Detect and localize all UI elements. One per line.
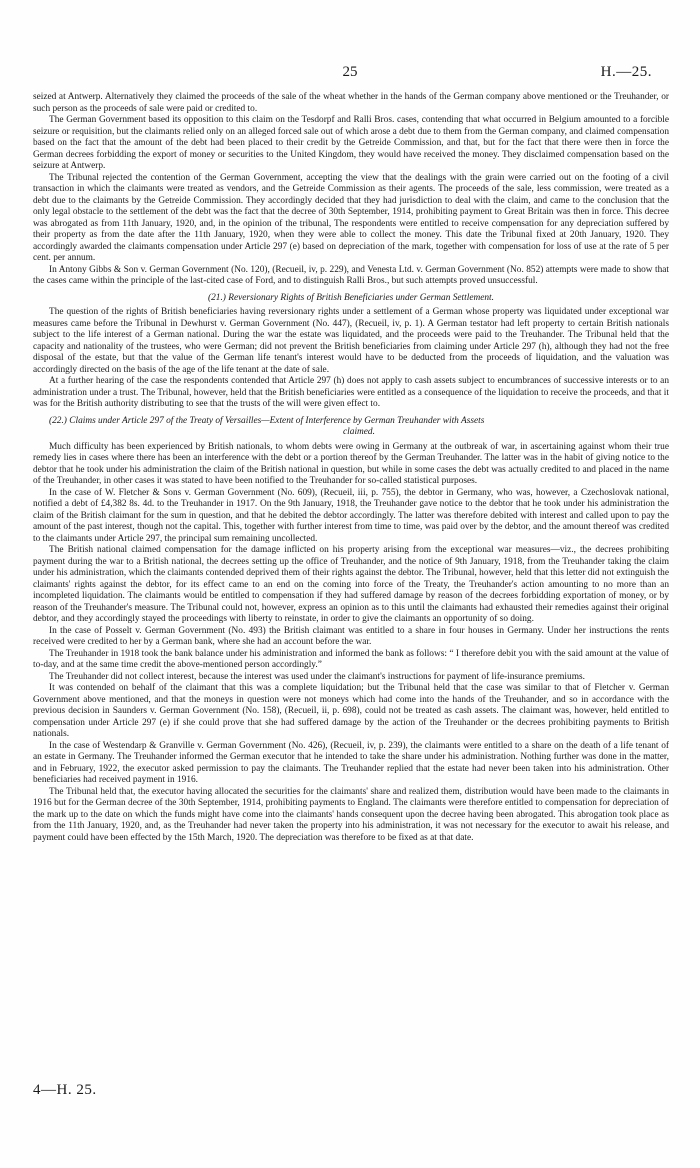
paragraph: The Treuhander did not collect interest, because the interest was used under the claimant's instructions for payment of life-insurance premiums. <box>49 671 585 682</box>
paragraph: The British national claimed compensation for the damage inflicted on his property arising from the exceptional war measures—viz., the decrees prohibiting payment during the war to a British national, the decrees setting up the office of Treuhander, and the notice of 9th January, 1918, from the Treuhander taking the claim under his administration, which the claimants contended deprived them of their rights against the debtor. The Tribunal, however, held that this letter did not extinguish the claimants' rights against the debtor, for its effect came to an end on the coming into force of the Treaty, the Treuhander's action amounting to no more than an incompleted liquidation. The claimants would be entitled to compensation if they had suffered damage by reason of the decrees forbidding exportation of money, or by reason of the Treuhander's measure. The Tribunal could not, however, express an opinion as to this until the claimants had exhausted their remedies against their original debtor, and they accordingly stayed the proceedings with liberty to reinstate, in order to give the claimants an opportunity of so doing. <box>33 545 669 624</box>
signature-mark: 4—H. 25. <box>33 1082 97 1098</box>
paragraph: In the case of W. Fletcher & Sons v. German Government (No. 609), (Recueil, iii, p. 755), the debtor in Germany, who was, however, a Czechoslovak national, notified a debt of £4,382 8s. 4d. to the Treuhander in 1917. On the 9th January, 1918, the Treuhander gave notice to the debtor that he took under his administration the claim of the British claimant for the sum in question, and that he debited the debtor accordingly. The latter was therefore debited with interest and called upon to pay the amount of the past interest, though not the capital. This, together with further interest from time to time, was paid over by the debtor, and the amount thereof was credited to the claimants under Article 297, the principal sum remaining uncollected. <box>33 487 669 544</box>
paragraph: Much difficulty has been experienced by British nationals, to whom debts were owing in Germany at the outbreak of war, in ascertaining against whom their true remedy lies in cases where there has been an interference with the debt or a portion thereof by the German Treuhander. The latter was in the habit of giving notice to the debtor that he took under his administration the claim of the British national in question, but while in some cases the debt was actually credited to and placed in the name of the Treuhander, in other cases it was stated to have been notified to the Treuhander for so-called statistical purposes. <box>33 441 669 486</box>
body-text <box>33 92 669 844</box>
section-heading-21: (21.) Reversionary Rights of British Beneficiaries under German Settlement. <box>208 292 494 303</box>
paragraph: In the case of Posselt v. German Government (No. 493) the British claimant was entitled to a share in four houses in Germany. Under her instructions the rents received were credited to her by a German bank, where she had an account before the war. <box>33 625 669 647</box>
section-heading-22 <box>33 416 669 439</box>
paragraph: The Tribunal held that, the executor having allocated the securities for the claimants' share and realized them, distribution would have been made to the claimants in 1916 but for the German decree of the 30th September, 1914, prohibiting payments to England. The claimants were therefore entitled to compensation for depreciation of the mark up to the date on which the funds might have come into the claimants' hands consequent upon the decree having been abrogated. This abrogation took place as from the 11th January, 1920, and, as the Treuhander had never taken the property into his administration, it was not necessary for the executor to await his release, and payment could have been effected by the 15th March, 1920. The depreciation was therefore to be fixed as at that date. <box>33 786 669 843</box>
paragraph: It was contended on behalf of the claimant that this was a complete liquidation; but the Tribunal held that the case was similar to that of Fletcher v. German Government above mentioned, and that the moneys in question were not moneys which had come into the hands of the Treuhander, and so in accordance with the previous decision in Saunders v. German Government (No. 158), (Recueil, ii, p. 698), could not be treated as cash assets. The claimant was, however, held entitled to compensation under Article 297 (e) if she could prove that she had suffered damage by the action of the Treuhander or the decrees prohibiting payments to British nationals. <box>33 683 669 739</box>
paragraph: seized at Antwerp. Alternatively they claimed the proceeds of the sale of the wheat whether in the hands of the German company above mentioned or the Treuhander, or such person as the proceeds of sale were paid or credited to. <box>33 92 669 114</box>
paragraph: The question of the rights of British beneficiaries having reversionary rights under a settlement of a German whose property was liquidated under exceptional war measures came before the Tribunal in Dewhurst v. German Government (No. 447), (Recueil, iv, p. 1). A German testator had left property to certain British nationals subject to the life interest of a German national. During the war the estate was liquidated, and the proceeds were paid to the Treuhander. The Tribunal held that the capacity and nationality of the trustees, who were German; did not prevent the British beneficiaries from claiming under Article 297 (h), although they had not the free disposal of the estate, but that the value of the German life tenant's interest would have to be deducted from the proceeds of liquidation, and the valuation was accordingly directed on the basis of the age of the life tenant at the date of sale. <box>33 307 669 375</box>
page-number: 25 <box>342 64 358 80</box>
paragraph: The German Government based its opposition to this claim on the Tesdorpf and Ralli Bros. cases, contending that what occurred in Belgium amounted to a forcible seizure or requisition, but the claimants relied only on an alleged forced sale out of which arose a debt due to them from the German company, and claimed compensation based on the fact that the amount of the debt had been placed to their credit by the Getreide Commission, and that, but for the fact that there were then in force the German decrees forbidding the export of money or securities to the United Kingdom, they would have received the money. They disclaimed compensation based on the seizure at Antwerp. <box>33 115 669 171</box>
paragraph: At a further hearing of the case the respondents contended that Article 297 (h) does not apply to cash assets subject to encumbrances of successive interests or to an administration under a trust. The Tribunal, however, held that the British beneficiaries were entitled as a consequence of the liquidation to receive the proceeds, and that it was for the British authority distributing to see that the trusts of the will were given effect to. <box>33 376 669 409</box>
document-code: H.—25. <box>600 64 652 80</box>
section-heading-22-line1: (22.) Claims under Article 297 of the Treaty of Versailles—Extent of Interference by German Treuhander with Assets <box>49 415 485 426</box>
paragraph: The Tribunal rejected the contention of the German Government, accepting the view that the dealings with the grain were carried out on the footing of a civil transaction in which the claimants were treated as vendors, and the Getreide Commission as their agents. The proceeds of the sale, less commission, were treated as a debt due to the claimants by the Getreide Commission. They accordingly decided that they had jurisdiction to deal with the claim, and came to the conclusion that the only legal obstacle to the settlement of the debt was the fact that the decree of 30th September, 1914, prohibiting payment to Great Britain was then in force. This decree was abrogated as from 11th January, 1920, and, in the opinion of the tribunal, The respondents were entitled to receive compensation for any depreciation suffered by their property as from the date after the 11th January, 1920, when they were able to collect the money. This date the Tribunal fixed at 20th January, 1920. They accordingly awarded the claimants compensation under Article 297 (e) based on depreciation of the mark, together with compensation for loss of use at the rate of 5 per cent. per annum. <box>33 172 669 263</box>
section-heading-22-line2: claimed. <box>343 427 375 437</box>
paragraph: In the case of Westendarp & Granville v. German Government (No. 426), (Recueil, iv, p. 239), the claimants were entitled to a share on the death of a life tenant of an estate in Germany. The Treuhander informed the German executor that he intended to take the share under his administration. Nothing further was done in the matter, and in February, 1922, the executor asked permission to pay the claimants. The Treuhander replied that the estate had never been taken into his administration. Other beneficiaries had received payment in 1916. <box>33 740 669 785</box>
paragraph: In Antony Gibbs & Son v. German Government (No. 120), (Recueil, iv, p. 229), and Venesta Ltd. v. German Government (No. 852) attempts were made to show that the cases came within the principle of the last-cited case of Ford, and to distinguish Ralli Bros., but such attempts proved unsuccessful. <box>33 264 669 286</box>
paragraph: The Treuhander in 1918 took the bank balance under his administration and informed the bank as follows: “ I therefore debit you with the said amount at the value of to-day, and at the same time credit the above-mentioned person accordingly.” <box>33 648 669 670</box>
